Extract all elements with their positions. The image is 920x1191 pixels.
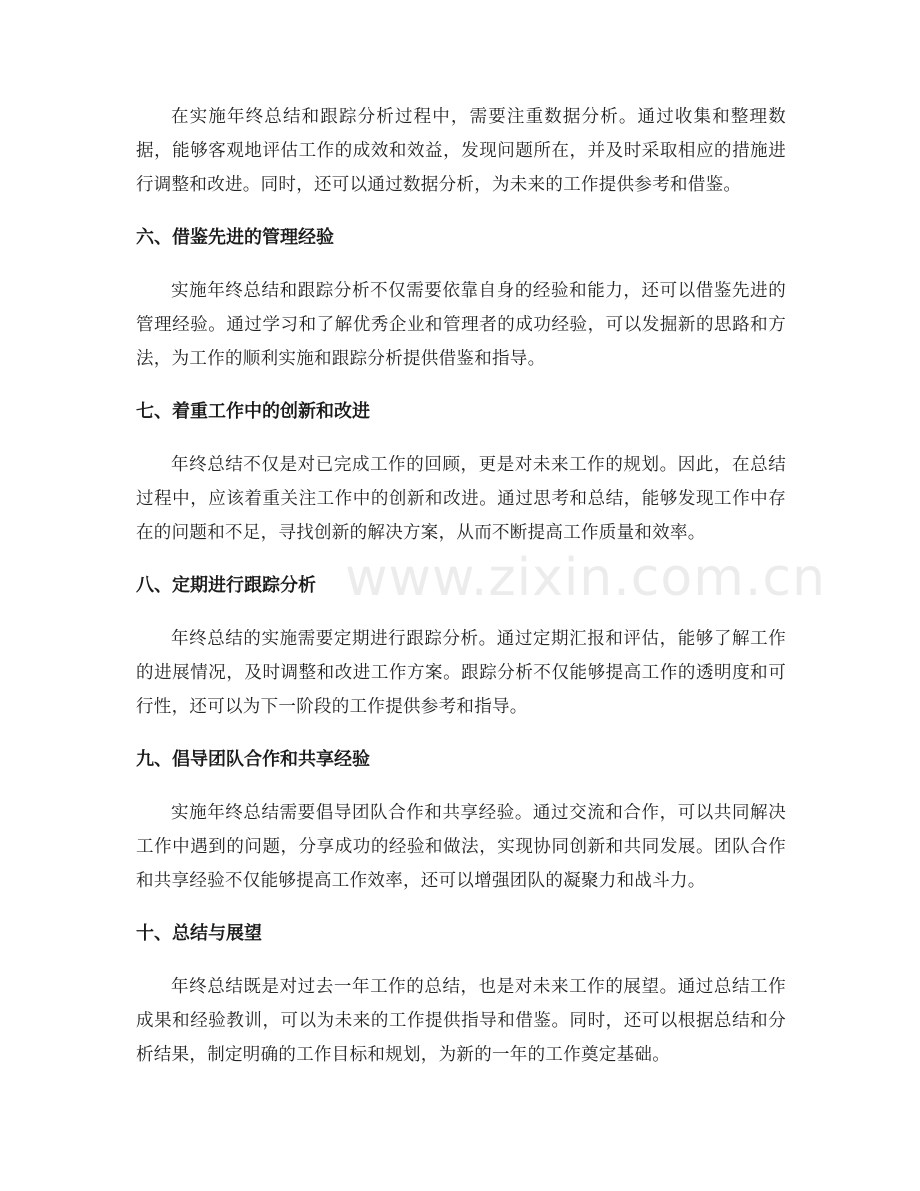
section-heading-6: 六、借鉴先进的管理经验 xyxy=(136,227,334,248)
section-paragraph-9: 实施年终总结需要倡导团队合作和共享经验。通过交流和合作，可以共同解决工作中遇到的问题，分享成功的经验和做法，实现协同创新和共同发展。团队合作和共享经验不仅能够提高工作效率，还可以增强团队的凝聚力和战斗力。 xyxy=(136,803,786,891)
section-heading-9: 九、倡导团队合作和共享经验 xyxy=(136,749,370,770)
section-paragraph-7: 年终总结不仅是对已完成工作的回顾，更是对未来工作的规划。因此，在总结过程中，应该着重关注工作中的创新和改进。通过思考和总结，能够发现工作中存在的问题和不足，寻找创新的解决方案，从而不断提高工作质量和效率。 xyxy=(136,455,786,543)
intro-paragraph: 在实施年终总结和跟踪分析过程中，需要注重数据分析。通过收集和整理数据，能够客观地评估工作的成效和效益，发现问题所在，并及时采取相应的措施进行调整和改进。同时，还可以通过数据分析，为未来的工作提供参考和借鉴。 xyxy=(136,107,786,195)
watermark: www.zixin.com.cn xyxy=(345,548,826,608)
section-heading-10: 十、总结与展望 xyxy=(136,923,262,944)
section-paragraph-10: 年终总结既是对过去一年工作的总结，也是对未来工作的展望。通过总结工作成果和经验教训，可以为未来的工作提供指导和借鉴。同时，还可以根据总结和分析结果，制定明确的工作目标和规划，为新的一年的工作奠定基础。 xyxy=(136,977,786,1065)
section-paragraph-6: 实施年终总结和跟踪分析不仅需要依靠自身的经验和能力，还可以借鉴先进的管理经验。通过学习和了解优秀企业和管理者的成功经验，可以发掘新的思路和方法，为工作的顺利实施和跟踪分析提供借鉴和指导。 xyxy=(136,281,786,369)
document-page xyxy=(136,100,786,1091)
section-heading-7: 七、着重工作中的创新和改进 xyxy=(136,401,370,422)
section-heading-8: 八、定期进行跟踪分析 xyxy=(136,575,316,596)
section-paragraph-8: 年终总结的实施需要定期进行跟踪分析。通过定期汇报和评估，能够了解工作的进展情况，及时调整和改进工作方案。跟踪分析不仅能够提高工作的透明度和可行性，还可以为下一阶段的工作提供参考和指导。 xyxy=(136,629,786,717)
